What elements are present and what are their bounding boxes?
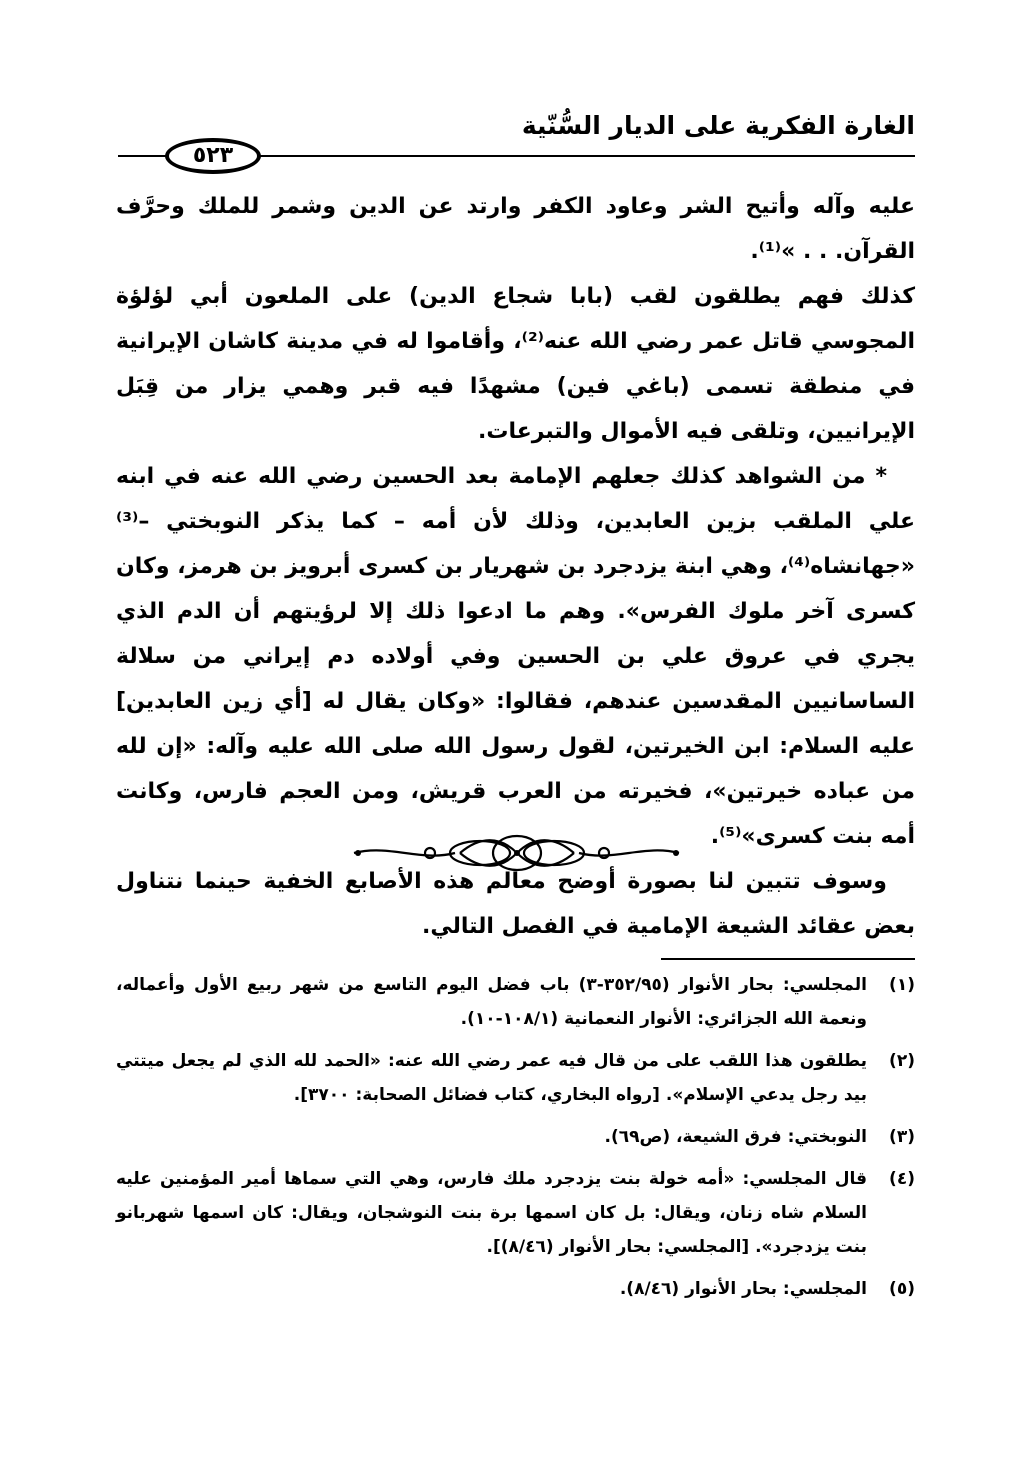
page-number-badge: ٥٢٣ <box>165 138 261 174</box>
paragraph-2: كذلك فهم يطلقون لقب (بابا شجاع الدين) على الملعون أبي لؤلؤة المجوسي قاتل عمر رضي الله عنه⁽²⁾، وأقاموا له في مدينة كاشان الإيرانية في منطقة تسمى (باغي فين) مشهدًا فيه قبر وهمي يزار من قِبَل الإيرانيين، وتلقى فيه الأموال والتبرعات. <box>116 284 915 444</box>
paragraph-3: * من الشواهد كذلك جعلهم الإمامة بعد الحسين رضي الله عنه في ابنه علي الملقب بزين العابدين، وذلك لأن أمه – كما يذكر النوبختي –⁽³⁾ «جهانشاه⁽⁴⁾، وهي ابنة يزدجرد بن شهريار بن كسرى أبرويز بن هرمز، وكان كسرى آخر ملوك الفرس». وهم ما ادعوا ذلك إلا لرؤيتهم أن الدم الذي يجري في عروق علي بن الحسين وفي أولاده دم إيراني من سلالة الساسانيين المقدسين عندهم، فقالوا: «وكان يقال له [أي زين العابدين] عليه السلام: ابن الخيرتين، لقول رسول الله صلى الله عليه وآله: «إن لله من عباده خيرتين»، فخيرته من العرب قريش، ومن العجم فارس، وكانت أمه بنت كسرى»⁽⁵⁾. <box>116 464 915 849</box>
footnote-number: (٣) <box>889 1127 915 1147</box>
footnote-text: قال المجلسي: «أمه خولة بنت يزدجرد ملك فارس، وهي التي سماها أمير المؤمنين عليه السلام شاه زنان، ويقال: بل كان اسمها برة بنت النوشجان، ويقال: كان اسمها شهربانو بنت يزدجرد». [المجلسي: بحار الأنوار (٨/٤٦)]. <box>116 1169 867 1257</box>
paragraph-1: عليه وآله وأتيح الشر وعاود الكفر وارتد عن الدين وشمر للملك وحرَّف القرآن. . . »⁽¹⁾. <box>116 194 915 264</box>
footnote <box>116 1272 915 1306</box>
footnote <box>116 1044 915 1112</box>
footnote-number: (١) <box>889 975 915 995</box>
footnote-text: يطلقون هذا اللقب على من قال فيه عمر رضي الله عنه: «الحمد لله الذي لم يجعل ميتتي بيد رجل يدعي الإسلام». [رواه البخاري، كتاب فضائل الصحابة: ٣٧٠٠]. <box>116 1051 867 1105</box>
footnote-number: (٤) <box>889 1169 915 1189</box>
footnote-separator <box>661 958 915 960</box>
footnote-text: المجلسي: بحار الأنوار (٨/٤٦). <box>619 1279 867 1299</box>
footnote-text: المجلسي: بحار الأنوار (٣٥٢/٩٥-٣) باب فضل اليوم التاسع من شهر ربيع الأول وأعماله، ونعمة الله الجزائري: الأنوار النعمانية (١٠٨/١-١٠). <box>116 975 867 1029</box>
footnote <box>116 968 915 1036</box>
paragraph-4: وسوف تتبين لنا بصورة أوضح معالم هذه الأصابع الخفية حينما نتناول بعض عقائد الشيعة الإمامية في الفصل التالي. <box>116 869 915 939</box>
footnote <box>116 1120 915 1154</box>
footnotes <box>116 968 915 1314</box>
running-header-title: الغارة الفكرية على الديار السُّنّية <box>521 111 915 140</box>
footnote-number: (٢) <box>889 1051 915 1071</box>
section-divider-ornament <box>350 828 684 878</box>
footnote <box>116 1162 915 1264</box>
footnote-text: النوبختي: فرق الشيعة، (ص٦٩). <box>604 1127 867 1147</box>
footnote-number: (٥) <box>889 1279 915 1299</box>
